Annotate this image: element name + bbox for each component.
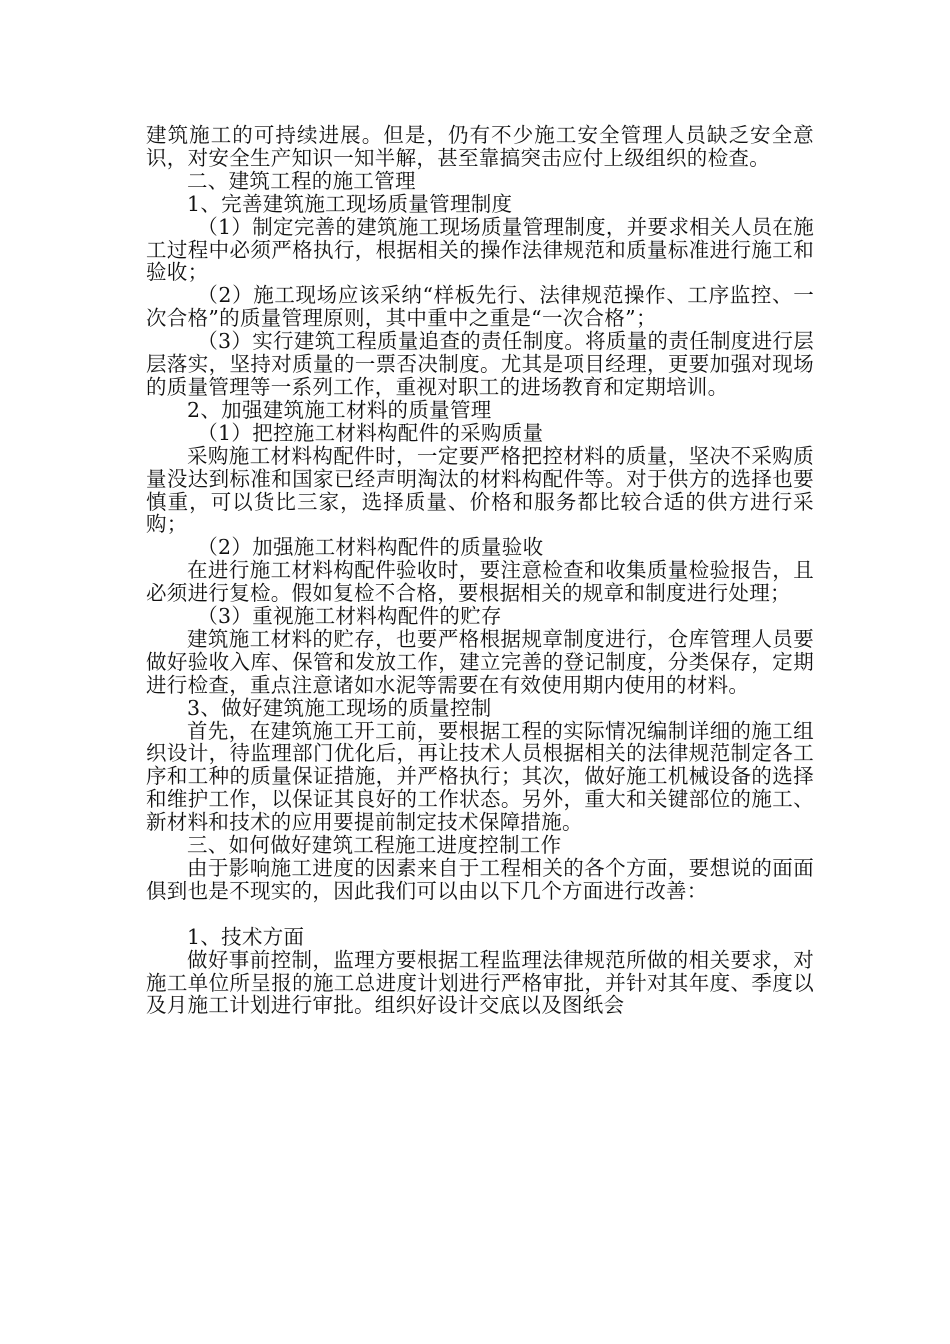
section-heading: 二、建筑工程的施工管理 [187, 168, 416, 193]
list-item: （1）把控施工材料构配件的采购质量 [197, 420, 544, 445]
paragraph: 首先，在建筑施工开工前，要根据工程的实际情况编制详细的施工组织设计，待监理部门优化后，再让技术人员根据相关的法律规范制定各工序和工种的质量保证措施，并严格执行；其次，做好施工机械设备的选择和维护工作，以保证其良好的工作状态。另外，重大和关键部位的施工、新材料和技术的应用要提前制定技术保障措施。 [146, 718, 814, 835]
paragraph: 在进行施工材料构配件验收时，要注意检查和收集质量检验报告，且必须进行复检。假如复检不合格，要根据相关的规章和制度进行处理； [146, 558, 814, 606]
subsection-heading: 2、加强建筑施工材料的质量管理 [187, 397, 492, 422]
paragraph: 建筑施工材料的贮存，也要严格根据规章制度进行，仓库管理人员要做好验收入库、保管和发放工作，建立完善的登记制度，分类保存，定期进行检查，重点注意诸如水泥等需要在有效使用期内使用的材料。 [146, 626, 814, 697]
list-item: （3）重视施工材料构配件的贮存 [197, 604, 502, 629]
list-item: （2）施工现场应该采纳“样板先行、法律规范操作、工序监控、一次合格”的质量管理原则，其中重中之重是“一次合格”； [146, 283, 814, 331]
blank-line [146, 903, 814, 926]
paragraph: 做好事前控制，监理方要根据工程监理法律规范所做的相关要求，对施工单位所呈报的施工总进度计划进行严格审批，并针对其年度、季度以及月施工计划进行审批。组织好设计交底以及图纸会 [146, 947, 814, 1018]
paragraph: 由于影响施工进度的因素来自于工程相关的各个方面，要想说的面面俱到也是不现实的，因此我们可以由以下几个方面进行改善： [146, 856, 814, 903]
section-heading: 三、如何做好建筑工程施工进度控制工作 [187, 833, 562, 858]
subsection-heading: 3、做好建筑施工现场的质量控制 [187, 695, 492, 720]
subsection-heading: 1、完善建筑施工现场质量管理制度 [187, 191, 513, 216]
subsection-heading: 1、技术方面 [187, 924, 305, 949]
paragraph: 采购施工材料构配件时，一定要严格把控材料的质量，坚决不采购质量没达到标准和国家已经声明淘汰的材料构配件等。对于供方的选择也要慎重，可以货比三家，选择质量、价格和服务都比较合适的供方进行采购； [146, 443, 814, 537]
list-item: （2）加强施工材料构配件的质量验收 [197, 535, 544, 560]
list-item: （1）制定完善的建筑施工现场质量管理制度，并要求相关人员在施工过程中必须严格执行，根据相关的操作法律规范和质量标准进行施工和验收； [146, 214, 814, 285]
list-item: （3）实行建筑工程质量追查的责任制度。将质量的责任制度进行层层落实，坚持对质量的一票否决制度。尤其是项目经理，更要加强对现场的质量管理等一系列工作，重视对职工的进场教育和定期培训。 [146, 329, 814, 399]
document-body [146, 124, 814, 1017]
paragraph: 建筑施工的可持续进展。但是，仍有不少施工安全管理人员缺乏安全意识，对安全生产知识一知半解，甚至靠搞突击应付上级组织的检查。 [146, 123, 814, 170]
